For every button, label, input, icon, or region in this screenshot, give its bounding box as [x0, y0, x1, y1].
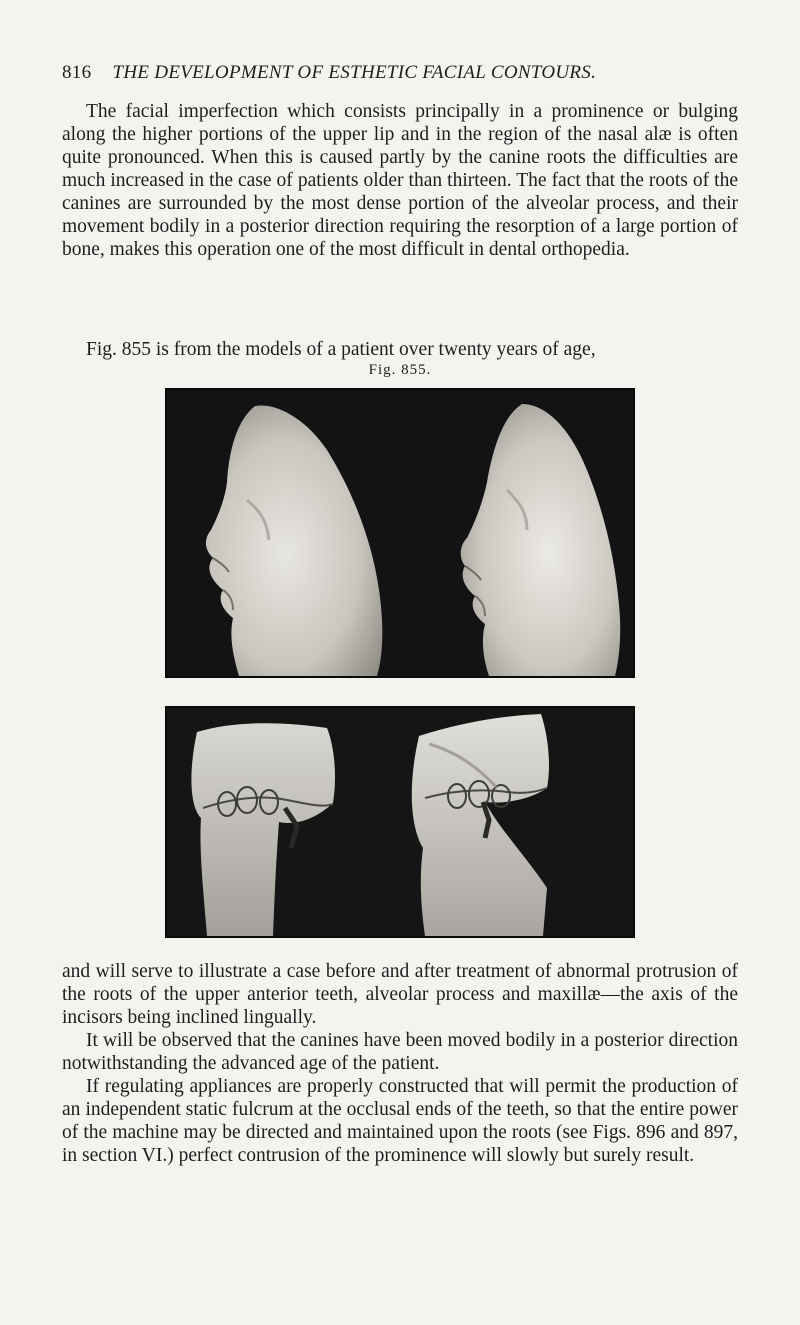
figure-plate-faces — [165, 388, 635, 678]
running-header — [62, 62, 762, 84]
figure-caption: Fig. 855. — [368, 362, 432, 378]
running-title: THE DEVELOPMENT OF ESTHETIC FACIAL CONTOURS. — [112, 62, 597, 83]
paragraph-1: The facial imperfection which consists principally in a prominence or bulging along the higher portions of the upper lip and in the region of the nasal alæ is often quite pronounced. When this is caused partly by the canine roots the difficulties are much increased in the case of patients older than thirteen. The fact that the roots of the canines are surrounded by the most dense portion of the alveolar process, and their movement bodily in a posterior direction requiring the resorption of a large portion of bone, makes this operation one of the most difficult in dental orthopedia. — [62, 101, 738, 260]
face-casts-illustration — [167, 390, 633, 676]
paragraph-3: and will serve to illustrate a case before and after treatment of abnormal protrusion of the roots of the upper anterior teeth, alveolar process and maxillæ—the axis of the incisors being inclined lingually. — [62, 961, 738, 1028]
paragraph-2: Fig. 855 is from the models of a patient over twenty years of age, — [86, 339, 596, 360]
page-number: 816 — [62, 62, 92, 83]
paragraph-5: If regulating appliances are properly constructed that will permit the production of an independent static fulcrum at the occlusal ends of the teeth, so that the entire power of the machine may be directed and maintained upon the roots (see Figs. 896 and 897, in section VI.) perfect contrusion of the prominence will slowly but surely result. — [62, 1076, 738, 1166]
paragraph-4: It will be observed that the canines have been moved bodily in a posterior direction notwithstanding the advanced age of the patient. — [62, 1030, 738, 1074]
figure-plate-models — [165, 706, 635, 938]
dental-models-illustration — [167, 708, 633, 936]
